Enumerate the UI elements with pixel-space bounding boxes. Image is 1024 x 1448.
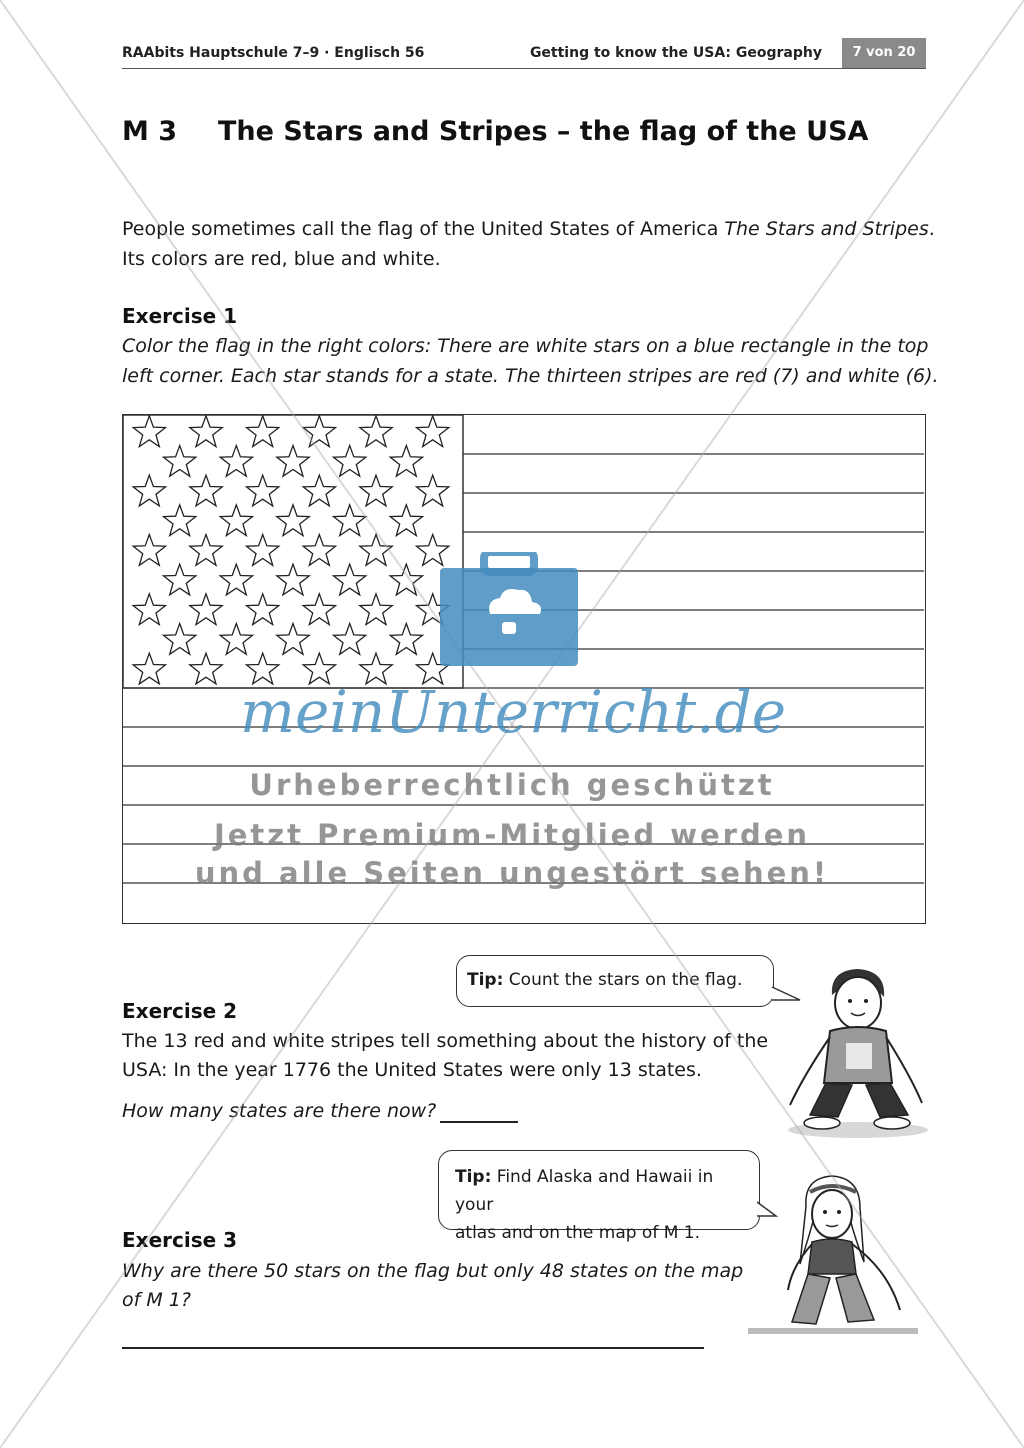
material-code: M 3 [122, 116, 178, 147]
tip-2-line-1: Find Alaska and Hawaii in your [455, 1167, 714, 1215]
intro-line-2: Its colors are red, blue and white. [122, 248, 441, 270]
tip-2-line-2: atlas and on the map of M 1. [455, 1223, 701, 1243]
watermark-briefcase-icon [440, 552, 578, 666]
exercise-2-question: How many states are there now? [122, 1100, 437, 1122]
tip-1-label: Tip: [467, 970, 504, 990]
exercise-3-heading: Exercise 3 [122, 1228, 238, 1252]
page-number-badge: 7 von 20 [842, 38, 926, 68]
header-publisher: RAAbits Hauptschule 7–9 · Englisch 56 [122, 45, 425, 61]
exercise-2-line-2: USA: In the year 1776 the United States were only 13 states. [122, 1059, 702, 1081]
header-topic: Getting to know the USA: Geography [529, 45, 822, 61]
watermark-premium-line-2: und alle Seiten ungestört sehen! [194, 856, 830, 890]
exercise-2-heading: Exercise 2 [122, 999, 238, 1023]
watermark-copyright: Urheberrechtlich geschützt [249, 768, 775, 802]
exercise-1-line-1: Color the flag in the right colors: There are white stars on a blue rectangle in the top [122, 335, 929, 357]
exercise-3-line-2: of M 1? [122, 1289, 191, 1311]
exercise-2-line-1: The 13 red and white stripes tell something about the history of the [122, 1030, 769, 1052]
intro-text-c: . [928, 218, 935, 240]
watermark-premium-line-1: Jetzt Premium-Mitglied werden [213, 818, 811, 852]
title-text: The Stars and Stripes – the flag of the USA [218, 116, 869, 147]
exercise-1-heading: Exercise 1 [122, 304, 238, 328]
intro-flag-name: The Stars and Stripes [724, 218, 929, 240]
intro-text-a: People sometimes call the flag of the United States of America [122, 218, 725, 240]
watermark-logo: meinUnterricht.de [240, 678, 787, 746]
tip-2-label: Tip: [455, 1167, 492, 1187]
tip-1-text: Count the stars on the flag. [503, 970, 743, 990]
exercise-1-line-2: left corner. Each star stands for a state. The thirteen stripes are red (7) and white (6). [122, 365, 939, 387]
exercise-3-line-1: Why are there 50 stars on the flag but only 48 states on the map [122, 1260, 744, 1282]
